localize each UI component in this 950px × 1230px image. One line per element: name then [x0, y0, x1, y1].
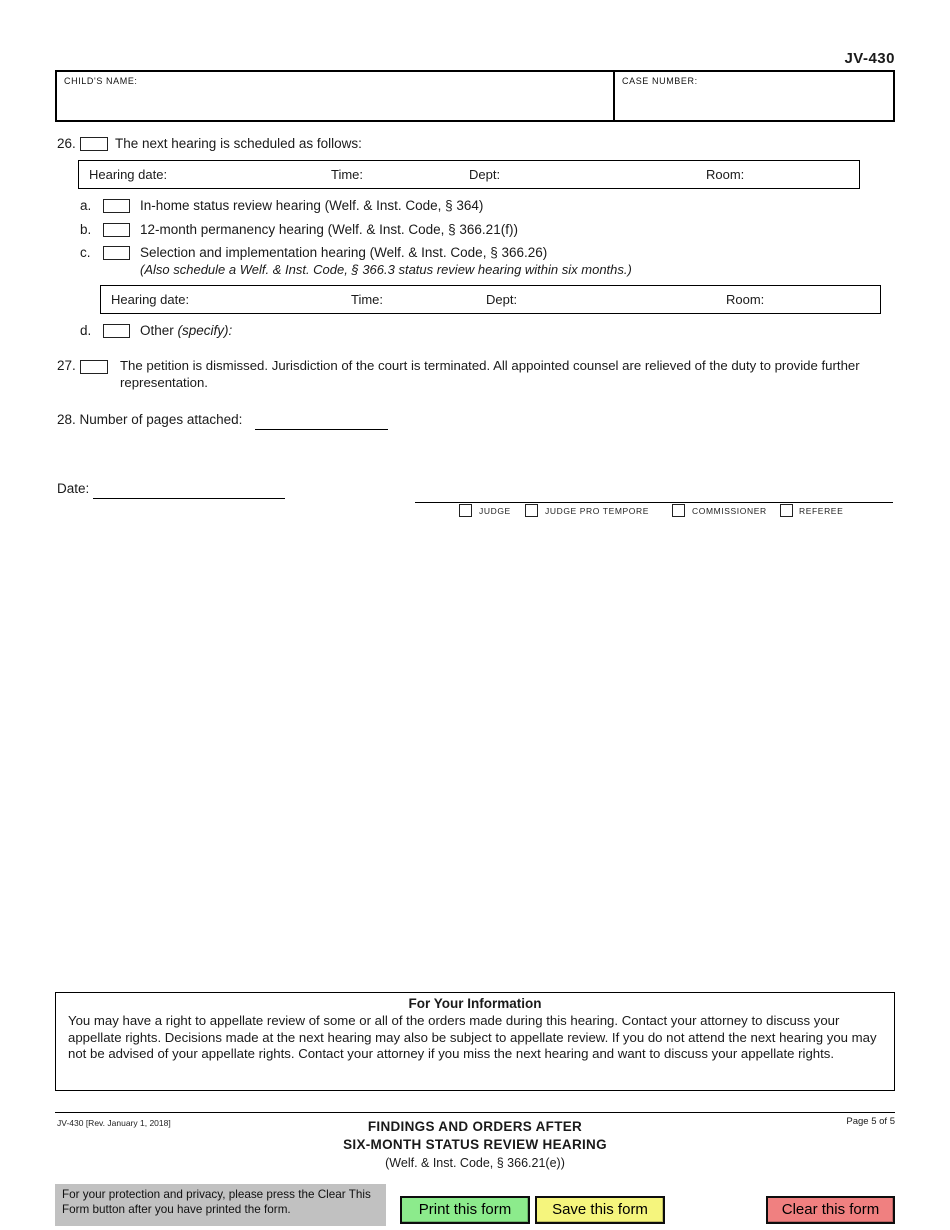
privacy-notice: For your protection and privacy, please press the Clear This Form button after you have printed the form.	[55, 1184, 386, 1226]
item-26a-letter: a.	[80, 198, 92, 213]
info-box	[55, 992, 895, 1091]
footer-revision: JV-430 [Rev. January 1, 2018]	[57, 1118, 171, 1128]
footer-title-line2: SIX-MONTH STATUS REVIEW HEARING	[343, 1137, 607, 1152]
childs-name-field[interactable]	[57, 72, 613, 120]
checkbox-referee[interactable]	[780, 504, 793, 517]
checkbox-item-27[interactable]	[80, 360, 108, 374]
checkbox-commissioner[interactable]	[672, 504, 685, 517]
commissioner-label: COMMISSIONER	[692, 506, 767, 516]
room-label: Room:	[726, 292, 765, 307]
footer-divider	[55, 1112, 895, 1113]
checkbox-item-26b[interactable]	[103, 223, 130, 237]
item-26d-label: Other (specify):	[140, 323, 233, 338]
form-number: JV-430	[844, 50, 895, 67]
info-box-body: You may have a right to appellate review of some or all of the orders made during this hearing. Contact your attorney to discuss your appellate rights. Decisions made at the next hearing may also be subject to appellate review. If you do not attend the next hearing you may not be advised of your appellate rights. Contact your attorney if you miss the next hearing and want to discuss your appellate rights.	[68, 1013, 877, 1062]
room-label: Room:	[706, 167, 745, 182]
footer-page-number: Page 5 of 5	[846, 1116, 895, 1127]
item-26b-label: 12-month permanency hearing (Welf. & Inst. Code, § 366.21(f))	[140, 222, 518, 237]
pages-attached-field[interactable]	[255, 429, 388, 430]
item-26c-label: Selection and implementation hearing (Welf. & Inst. Code, § 366.26)	[140, 245, 548, 260]
referee-label: REFEREE	[799, 506, 844, 516]
item-26b-letter: b.	[80, 222, 92, 237]
dept-label: Dept:	[469, 167, 501, 182]
footer-title-line3: (Welf. & Inst. Code, § 366.21(e))	[385, 1156, 565, 1170]
hearing-date-label: Hearing date:	[89, 167, 168, 182]
item-26c-note: (Also schedule a Welf. & Inst. Code, § 366.3 status review hearing within six months.)	[140, 262, 632, 277]
caption-header	[55, 70, 895, 122]
item-26d-specify: (specify):	[177, 323, 233, 338]
dept-label: Dept:	[486, 292, 518, 307]
judge-pro-tempore-label: JUDGE PRO TEMPORE	[545, 506, 650, 516]
checkbox-judge[interactable]	[459, 504, 472, 517]
hearing-schedule-row-1[interactable]	[78, 160, 860, 189]
checkbox-item-26[interactable]	[80, 137, 108, 151]
checkbox-item-26a[interactable]	[103, 199, 130, 213]
item-27-number: 27.	[57, 358, 76, 373]
time-label: Time:	[331, 167, 364, 182]
checkbox-item-26c[interactable]	[103, 246, 130, 260]
save-form-button[interactable]: Save this form	[535, 1196, 665, 1224]
childs-name-label: CHILD'S NAME:	[64, 76, 138, 86]
item-26-label: The next hearing is scheduled as follows:	[115, 136, 362, 151]
date-label: Date:	[57, 481, 90, 496]
clear-form-button[interactable]: Clear this form	[766, 1196, 895, 1224]
item-28-label: 28. Number of pages attached:	[57, 412, 243, 427]
footer-title-line1: FINDINGS AND ORDERS AFTER	[367, 1119, 583, 1134]
case-number-field[interactable]	[613, 72, 893, 120]
item-26c-letter: c.	[80, 245, 91, 260]
print-form-button[interactable]: Print this form	[400, 1196, 530, 1224]
case-number-label: CASE NUMBER:	[622, 76, 698, 86]
judge-label: JUDGE	[479, 506, 511, 516]
hearing-schedule-row-2[interactable]	[100, 285, 881, 314]
checkbox-item-26d[interactable]	[103, 324, 130, 338]
item-27-text: The petition is dismissed. Jurisdiction of the court is terminated. All appointed counsel are relieved of the duty to provide further representation.	[120, 358, 860, 390]
signature-line[interactable]	[415, 502, 893, 503]
item-26-number: 26.	[57, 136, 76, 151]
date-field[interactable]	[93, 498, 285, 499]
item-26d-letter: d.	[80, 323, 92, 338]
item-26a-label: In-home status review hearing (Welf. & Inst. Code, § 364)	[140, 198, 484, 213]
info-box-title: For Your Information	[408, 996, 542, 1011]
checkbox-judge-pro-tempore[interactable]	[525, 504, 538, 517]
hearing-date-label: Hearing date:	[111, 292, 190, 307]
time-label: Time:	[351, 292, 384, 307]
